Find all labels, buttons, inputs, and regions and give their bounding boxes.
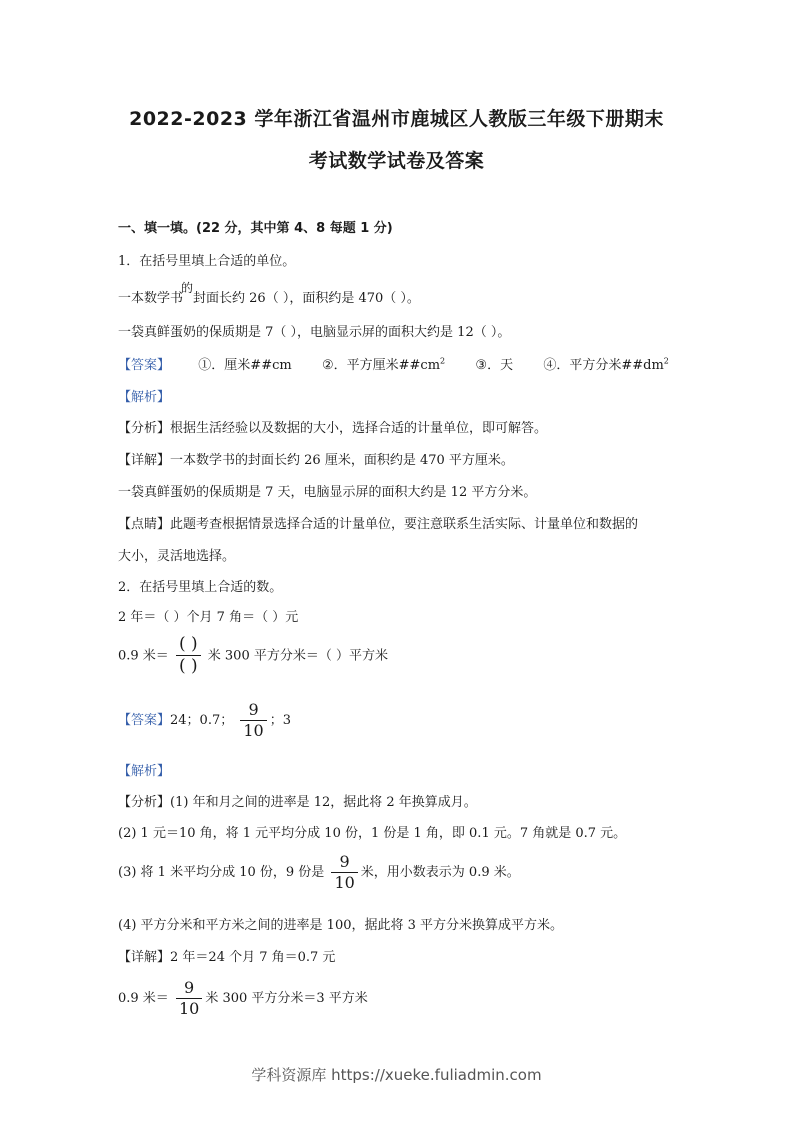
footer-watermark: 学科资源库 https://xueke.fuliadmin.com: [251, 1066, 542, 1084]
q2-detail-2-part-a: 0.9 米＝: [118, 991, 169, 1006]
question-1-stem: 1．在括号里填上合适的单位。: [118, 254, 296, 269]
fraction-denominator: 10: [334, 873, 355, 892]
page-title-line-1: 2022-2023 学年浙江省温州市鹿城区人教版三年级下册期末: [129, 108, 664, 130]
q2-analysis-3-part-a: (3) 将 1 米平均分成 10 份，9 份是: [118, 865, 325, 880]
q1-comment-1: [118, 513, 638, 532]
question-1-line-2: 一袋真鲜蛋奶的保质期是 7（ ），电脑显示屏的面积大约是 12（ ）。: [118, 325, 511, 340]
fraction-denominator: 10: [178, 999, 200, 1018]
q1-detail-1: [118, 449, 514, 468]
q1-analysis: [118, 417, 547, 436]
answer-tag: 【答案】: [118, 358, 171, 373]
section-heading: 一、填一填。(22 分，其中第 4、8 每题 1 分): [118, 221, 393, 236]
q1-line1-part-a: 一本数学书: [118, 291, 184, 306]
q1-analysis-tag: 【解析】: [118, 390, 171, 405]
q2-analysis-label: 【分析】: [118, 795, 171, 810]
q1-answer-1: ①．厘米##cm: [198, 358, 292, 373]
question-2-line-1: 2 年＝（ ）个月 7 角＝（ ）元: [118, 610, 299, 625]
q1-comment-label: 【点睛】: [118, 517, 171, 532]
detail-fraction: [176, 978, 202, 1019]
blank-denominator: ( ): [178, 656, 198, 677]
q1-analysis-text: 根据生活经验以及数据的大小，选择合适的计量单位，即可解答。: [170, 421, 548, 436]
q1-answer-3: ③．天: [475, 358, 514, 373]
question-2-line-2: [118, 634, 388, 678]
q1-analysis-label: 【分析】: [118, 421, 171, 436]
fraction-numerator: 9: [176, 978, 202, 999]
answer-tag: 【答案】: [118, 713, 171, 728]
q2-analysis-text-1: (1) 年和月之间的进率是 12，据此将 2 年换算成月。: [170, 795, 477, 810]
q2-analysis-3: [118, 852, 520, 893]
q1-detail-text-1: 一本数学书的封面长约 26 厘米，面积约是 470 平方厘米。: [170, 453, 514, 468]
answer-fraction: [240, 700, 266, 741]
fraction-denominator: 10: [243, 721, 264, 740]
analysis-fraction: [331, 852, 357, 893]
q1-detail-label: 【详解】: [118, 453, 171, 468]
q1-comment-2: 大小，灵活地选择。: [118, 549, 236, 564]
fraction-numerator: 9: [240, 700, 266, 721]
q2-answer-row: [118, 700, 291, 741]
q2-detail-text-1: 2 年＝24 个月 7 角＝0.7 元: [170, 950, 336, 965]
q1-line1-part-c: 封面长约 26（ ），面积约是 470（ ）。: [193, 291, 420, 306]
q2-analysis-3-part-b: 米，用小数表示为 0.9 米。: [360, 865, 520, 880]
fraction-numerator: 9: [331, 852, 357, 873]
q2-line2-part-a: 0.9 米＝: [118, 648, 169, 664]
q2-detail-1: [118, 946, 335, 965]
q2-analysis-4: (4) 平方分米和平方米之间的进率是 100，据此将 3 平方分米换算成平方米。: [118, 918, 564, 933]
blank-fraction: [176, 634, 201, 678]
q2-answer-part-2: ；3: [269, 713, 292, 728]
q2-detail-2-part-b: 米 300 平方分米＝3 平方米: [205, 991, 368, 1006]
q2-analysis-1: [118, 791, 477, 810]
q1-detail-2: 一袋真鲜蛋奶的保质期是 7 天，电脑显示屏的面积大约是 12 平方分米。: [118, 485, 537, 500]
q2-analysis-tag: 【解析】: [118, 764, 171, 779]
question-1-line-1: [118, 281, 420, 306]
q2-analysis-2: (2) 1 元＝10 角，将 1 元平均分成 10 份，1 份是 1 角，即 0.1 元。7 角就是 0.7 元。: [118, 826, 627, 841]
q2-answer-part-1: 24；0.7；: [170, 713, 234, 728]
q2-line2-part-b: 米 300 平方分米＝（ ）平方米: [207, 648, 388, 664]
q1-comment-text-1: 此题考查根据情景选择合适的计量单位，要注意联系生活实际、计量单位和数据的: [170, 517, 639, 532]
q2-detail-label: 【详解】: [118, 950, 171, 965]
q1-answer-2: ②．平方厘米$\#\#cm^2$: [321, 356, 446, 373]
page-title-line-2: 考试数学试卷及答案: [308, 150, 485, 172]
question-2-stem: 2．在括号里填上合适的数。: [118, 580, 283, 595]
q1-line1-small-char: 的: [181, 281, 194, 295]
blank-numerator: ( ): [176, 634, 201, 656]
q1-answer-4: ④．平方分米$\#\#dm^2$: [543, 356, 669, 373]
q1-answer-row: [118, 354, 669, 373]
q2-detail-2: [118, 978, 368, 1019]
